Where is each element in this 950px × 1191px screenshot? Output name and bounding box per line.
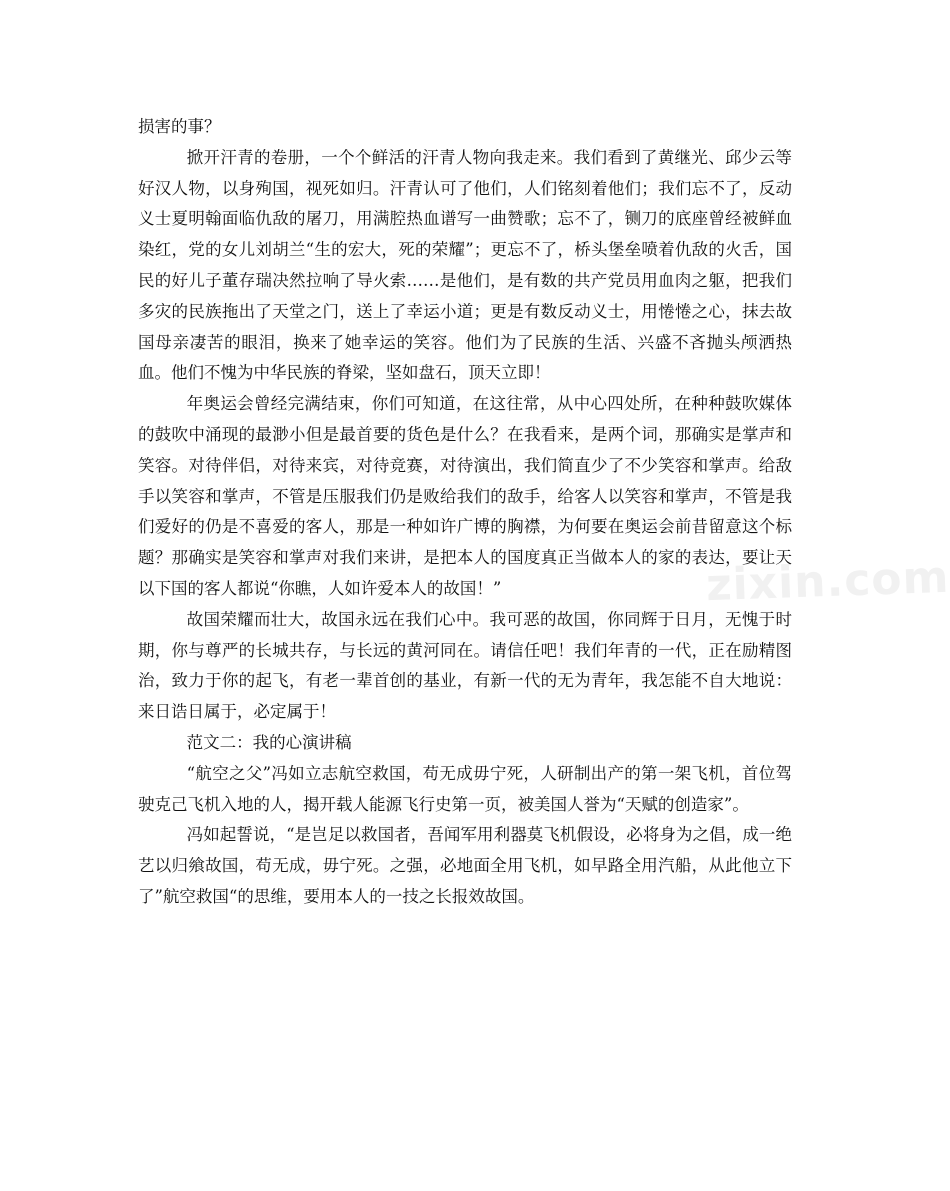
paragraph-history-heroes: 掀开汗青的卷册，一个个鲜活的汗青人物向我走来。我们看到了黄继光、邱少云等好汉人物，以身殉国，视死如归。汗青认可了他们，人们铭刻着他们；我们忘不了，反动义士夏明翰面临仇敌的屠刀，用满腔热血谱写一曲赞歌；忘不了，铡刀的底座曾经被鲜血染红，党的女儿刘胡兰“生的宏大，死的荣耀”；更忘不了，桥头堡垒喷着仇敌的火舌，国民的好儿子董存瑞决然拉响了导火索……是他们，是有数的共产党员用血肉之躯，把我们多灾的民族拖出了天堂之门，送上了幸运小道；更是有数反动义士，用惓惓之心，抹去故国母亲凄苦的眼泪，换来了她幸运的笑容。他们为了民族的生活、兴盛不吝抛头颅洒热血。他们不愧为中华民族的脊梁，坚如盘石，顶天立即！ — [138, 147, 792, 383]
watermark: zixin.com — [705, 551, 950, 612]
paragraph-feng-ru-intro: “航空之父”冯如立志航空救国，苟无成毋宁死，人研制出产的第一架飞机，首位驾驶克己飞机入地的人，揭开载人能源飞行史第一页，被美国人誉为“天赋的创造家”。 — [138, 763, 792, 814]
paragraph-feng-ru-oath: 冯如起誓说，“是岂足以救国者，吾闻军用利器莫飞机假设，必将身为之倡，成一绝艺以归飨故国，苟无成，毋宁死。之强，必地面全用飞机，如早路全用汽船，从此他立下了”航空救国“的思维，要用本人的一技之长报效故国。 — [138, 825, 792, 906]
paragraph-continuation: 损害的事？ — [138, 117, 221, 136]
document-body — [138, 112, 792, 913]
paragraph-olympics: 年奥运会曾经完满结束，你们可知道，在这往常，从中心四处所，在种种鼓吹媒体的鼓吹中涌现的最渺小但是最首要的货色是什么？在我看来，是两个词，那确实是掌声和笑容。对待伴侣，对待来宾，对待竞赛，对待演出，我们简直少了不少笑容和掌声。给敌手以笑容和掌声，不管是压服我们仍是败给我们的敌手，给客人以笑容和掌声，不管是我们爱好的仍是不喜爱的客人，那是一种如许广博的胸襟，为何要在奥运会前昔留意这个标题？那确实是笑容和掌声对我们来讲，是把本人的国度真正当做本人的家的表达，要让天以下国的客人都说“你瞧，人如许爱本人的故国！” — [138, 394, 792, 598]
section-heading-sample-two: 范文二：我的心演讲稿 — [186, 732, 352, 752]
paragraph-motherland: 故国荣耀而壮大，故国永远在我们心中。我可恶的故国，你同辉于日月，无愧于时期，你与尊严的长城共存，与长远的黄河同在。请信任吧！我们年青的一代，正在励精图治，致力于你的起飞，有老一辈首创的基业，有新一代的无为青年，我怎能不自大地说：来日诰日属于，必定属于！ — [138, 609, 792, 722]
